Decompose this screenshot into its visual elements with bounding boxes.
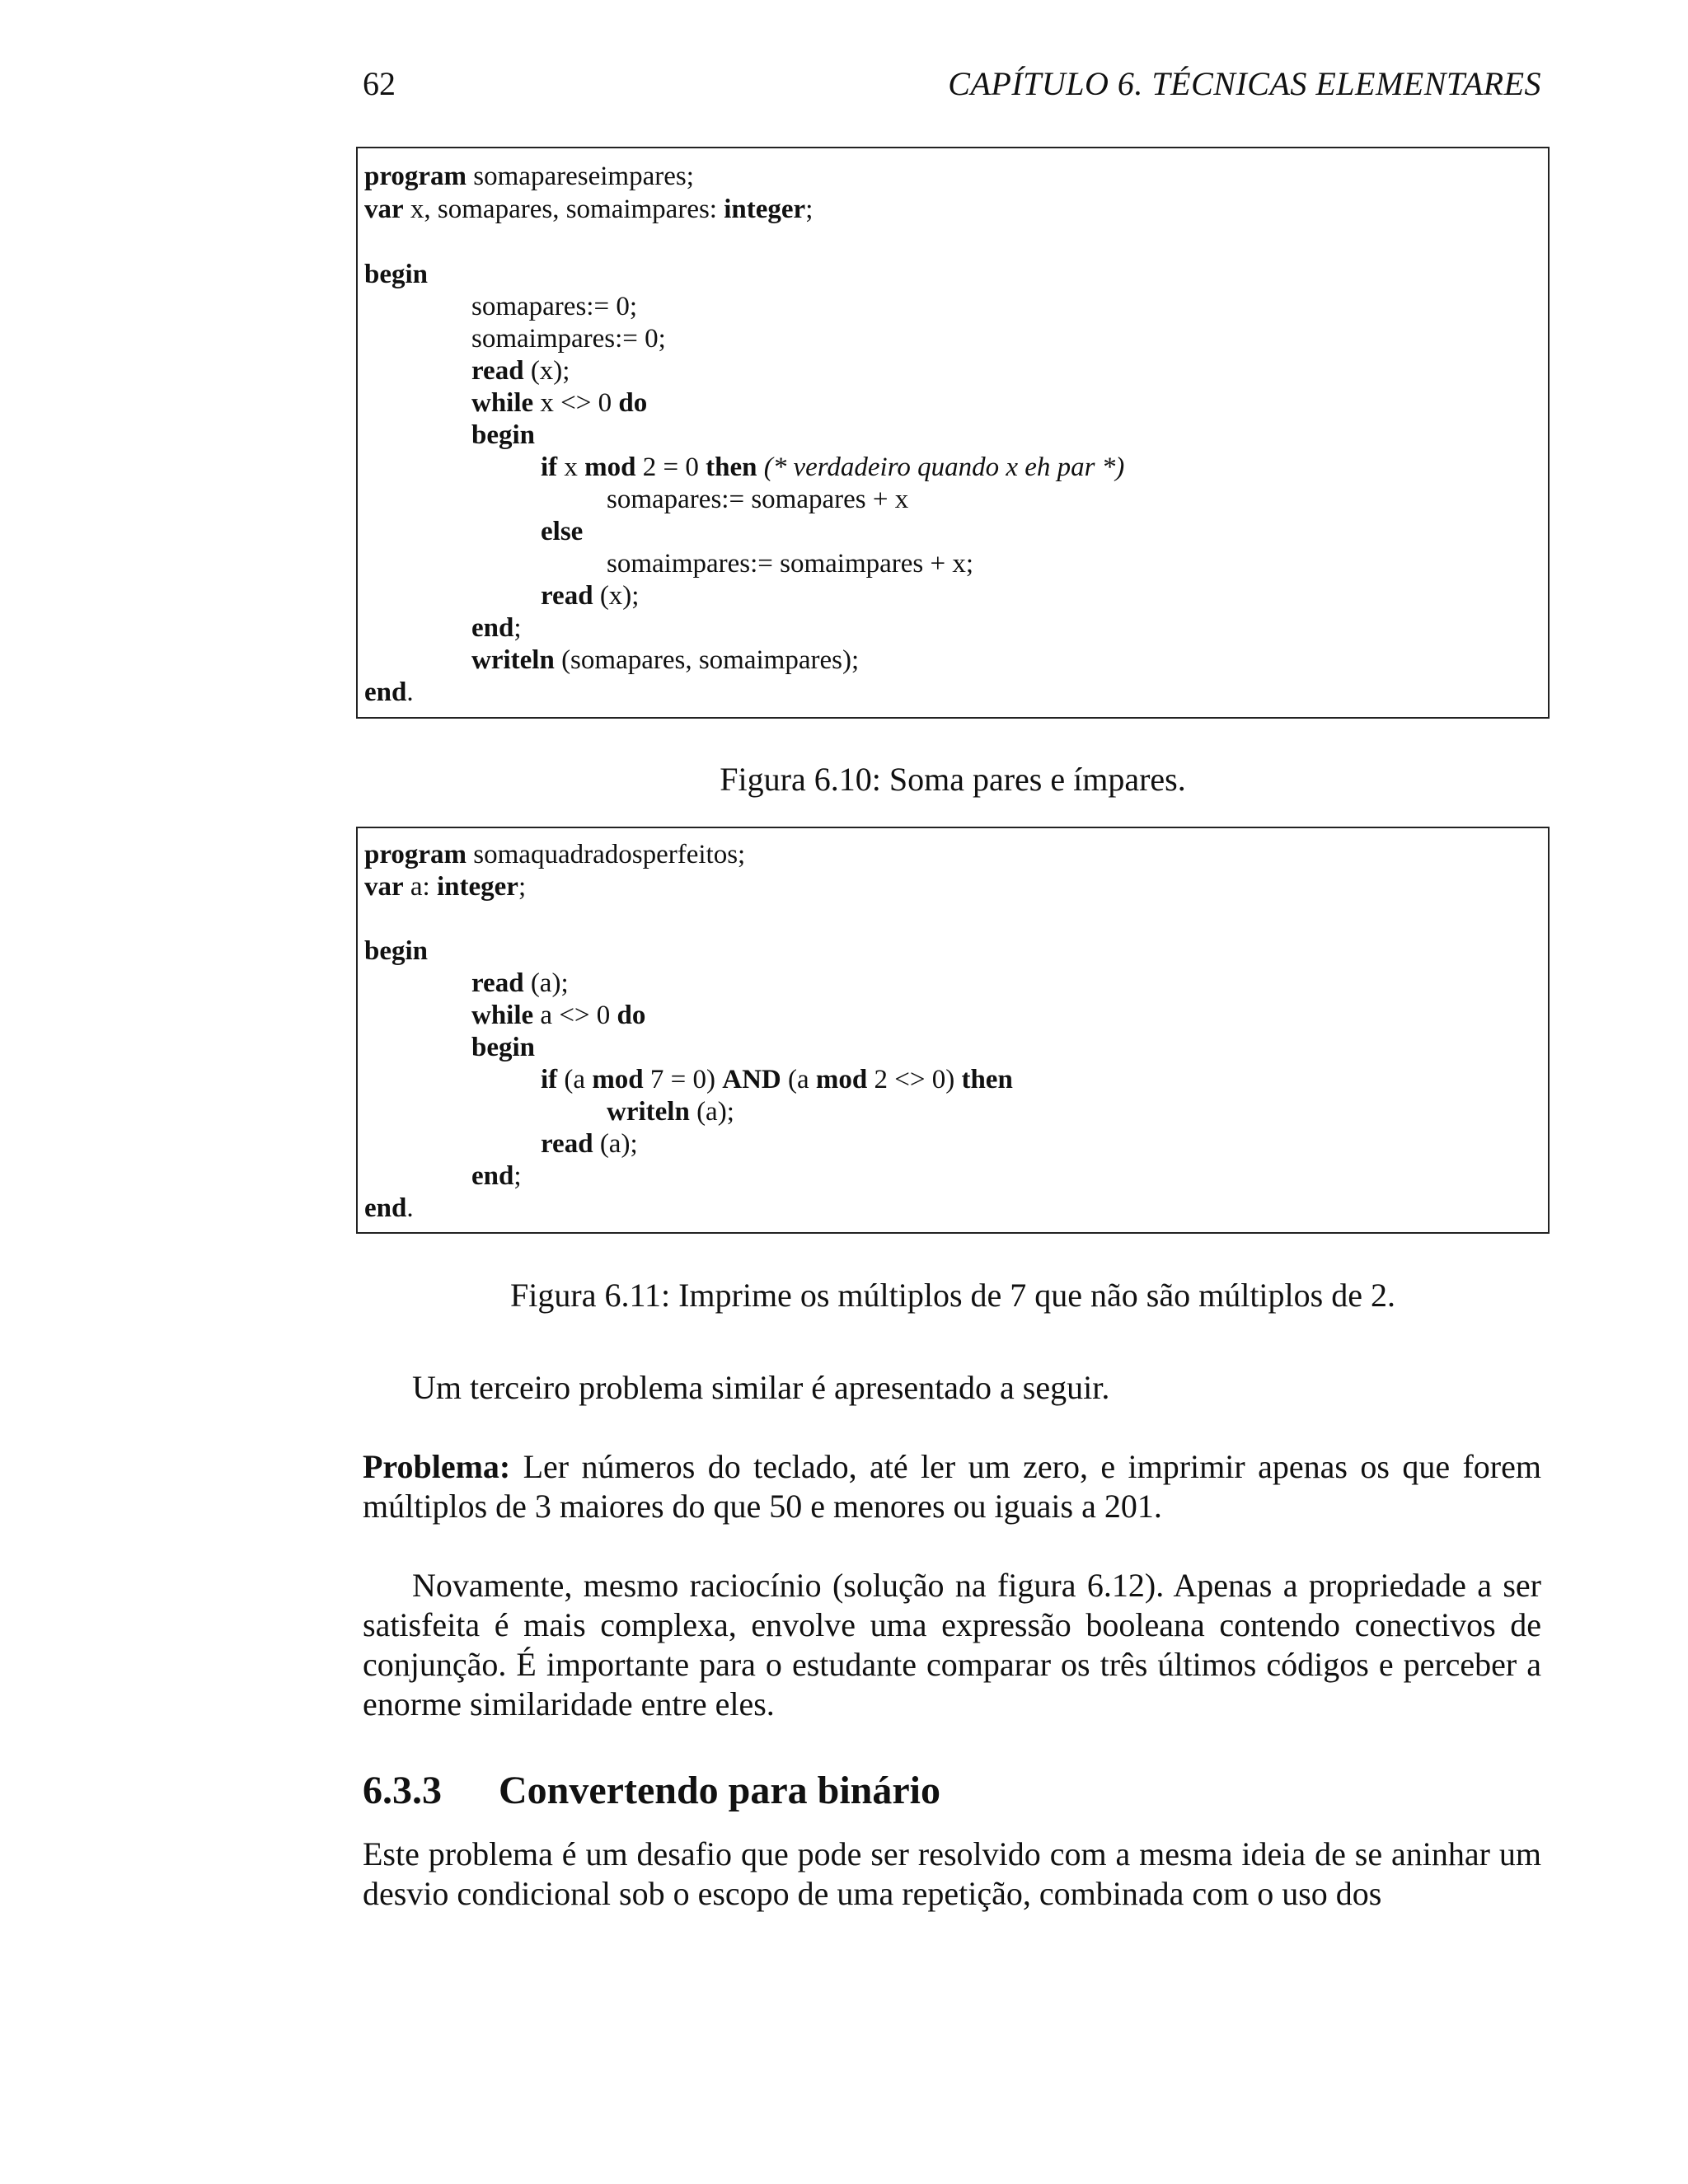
code-line: var a: integer; [364,872,527,902]
code-line: somapares:= 0; [471,292,637,321]
code-listing-somapareseimpares [356,147,1550,719]
code-line: read (x); [471,356,570,386]
code-line: program somapareseimpares; [364,162,694,191]
code-line: end. [364,1193,414,1223]
code-line: read (a); [471,968,569,998]
problem-label: Problema: [363,1448,511,1485]
code-line: if x mod 2 = 0 then (* verdadeiro quando x eh par *) [541,452,1125,482]
code-line: read (x); [541,581,640,611]
code-line: somaimpares:= 0; [471,324,666,354]
code-listing-somaquadradosperfeitos [356,827,1550,1234]
code-line: if (a mod 7 = 0) AND (a mod 2 <> 0) then [541,1065,1013,1094]
code-line: end; [471,613,522,643]
code-line: read (a); [541,1129,638,1159]
code-line: while x <> 0 do [471,388,648,418]
code-line: else [541,517,584,546]
code-line: var x, somapares, somaimpares: integer; [364,194,814,224]
code-line: end. [364,677,414,707]
code-line: begin [471,420,536,450]
figure-caption: Figura 6.10: Soma pares e ímpares. [720,761,1186,798]
code-line: writeln (a); [607,1097,734,1127]
intro-paragraph: Um terceiro problema similar é apresentado a seguir. [412,1369,1110,1406]
code-line: begin [364,936,429,966]
code-line: begin [364,260,429,289]
code-line: program somaquadradosperfeitos; [364,840,746,869]
page-header [363,64,1541,110]
code-line: begin [471,1033,536,1062]
chapter-title: CAPÍTULO 6. TÉCNICAS ELEMENTARES [948,65,1541,102]
body-paragraph: Novamente, mesmo raciocínio (solução na figura 6.12). Apenas a propriedade a ser satisfeita é mais complexa, envolve uma expressão booleana contendo conectivos de conjunção. É importante para o estudante comparar os três últimos códigos e perceber a enorme similaridade entre eles. [363,1567,1541,1722]
code-line: somapares:= somapares + x [607,485,909,514]
section-heading: 6.3.3 Convertendo para binário [363,1769,941,1812]
page-number: 62 [363,65,396,102]
code-line: writeln (somapares, somaimpares); [471,645,860,675]
code-line: while a <> 0 do [471,1001,646,1030]
section-paragraph: Este problema é um desafio que pode ser resolvido com a mesma ideia de se aninhar um desvio condicional sob o escopo de uma repetição, combinada com o uso dos [363,1835,1541,1912]
problem-statement: Problema: Ler números do teclado, até ler um zero, e imprimir apenas os que forem múltiplos de 3 maiores do que 50 e menores ou iguais a 201. [363,1448,1541,1525]
code-line: somaimpares:= somaimpares + x; [607,549,974,579]
code-line: end; [471,1161,522,1191]
figure-caption: Figura 6.11: Imprime os múltiplos de 7 que não são múltiplos de 2. [510,1277,1395,1314]
